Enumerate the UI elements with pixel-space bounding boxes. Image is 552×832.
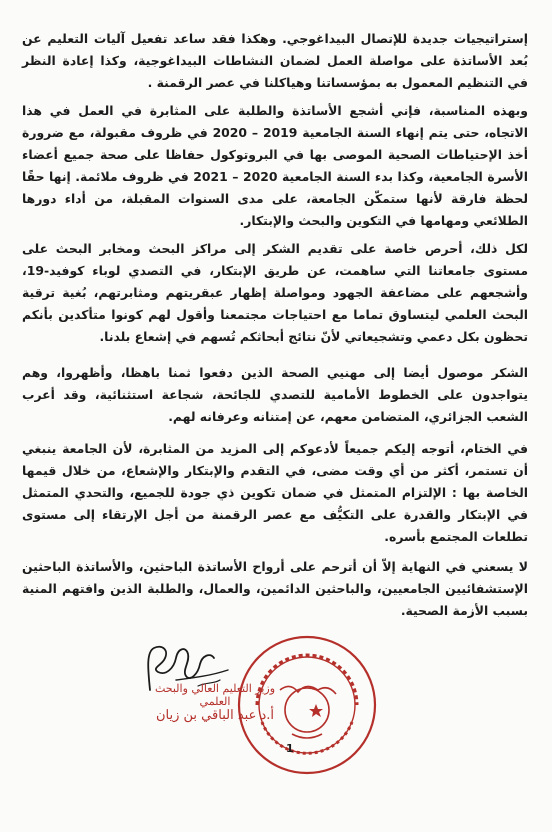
body-paragraph-5: في الختام، أتوجه إليكم جميعاً لأدعوكم إلى المزيد من المثابرة، لأن الجامعة ينبغي أن تستمر، أكثر من أي وقت مضى، في التقدم والإبتكار والإشعاع، من خلال قيمها الخاصة بها : الإلتزام المتمثل في ضمان تكوين ذي جودة للجميع، والتحدي المتمثل في الإبتكار والقدرة على التكيُّف مع عصر الرقمنة من أجل الإرتقاء إلى مستوى تطلعات المجتمع بأسره. <box>22 441 528 544</box>
body-paragraph-3: لكل ذلك، أحرص خاصة على تقديم الشكر إلى مراكز البحث ومخابر البحث على مستوى جامعاتنا التي ساهمت، عن طريق الإبتكار، في التصدي لوباء كوفيد-19، وأشجعهم على مضاعفة الجهود ومواصلة إظهار عبقريتهم ومثابرتهم، بُغية ترقية البحث العلمي ليتساوق تماما مع احتياجات مجتمعنا وأقول لهم كونوا متأكدين بأنكم تحظون بكل دعمي وتشجيعاتي لأنّ نتائج أبحاثكم تُسهم في إشعاع بلدنا. <box>22 241 528 344</box>
page-number: 1 <box>286 742 294 755</box>
signer-name: أ.د عبد الباقي بن زيان <box>156 708 274 723</box>
body-paragraph-2: وبهذه المناسبة، فإني أشجع الأساتذة والطلبة على المثابرة في العمل في هذا الاتجاه، حتى يتم إنهاء السنة الجامعية 2019 – 2020 في ظروف مقبولة، مع ضرورة أخذ الإحتياطات الصحية الموصى بها في البروتوكول حفاظا على صحة جميع أعضاء الأسرة الجامعية، وكذا بدء السنة الجامعية 2020 – 2021 في ظروف ملائمة. إنها حقًا لحظة فارقة لأنها ستمكّن الجامعة، على مدى السنوات المقبلة، من أداء دورها الطلائعي ومهامها في التكوين والبحث والإبتكار. <box>22 103 529 228</box>
body-paragraph-6: لا يسعني في النهاية إلاّ أن أترحم على أرواح الأساتذة الباحثين، والأساتذة الباحثين الإستشفائيين الجامعيين، والباحثين الدائمين، والعمال، والطلبة الذين وافتهم المنية بسبب الأزمة الصحية. <box>22 559 528 618</box>
signer-title: وزير التعليم العالي والبحث العلمي <box>154 682 276 708</box>
body-paragraph-4: الشكر موصول أيضا إلى مهنيي الصحة الذين دفعوا ثمنا باهظا، وأظهروا، وهم يتواجدون على الخطوط الأمامية للتصدي للجائحة، شجاعة استثنائية، وقد أعرب الشعب الجزائري، المتضامن معهم، عن إمتنانه وعرفانه لهم. <box>22 365 528 424</box>
body-paragraph-1: إستراتيجيات جديدة للإتصال البيداغوجي. وهكذا فقد ساعد تفعيل آليات التعليم عن بُعد الأساتذة على مواصلة العمل لضمان النشاطات البيداغوجية، وكذا إعادة النظر في التنظيم المعمول به بمؤسساتنا وهياكلنا في عصر الرقمنة . <box>22 31 528 90</box>
